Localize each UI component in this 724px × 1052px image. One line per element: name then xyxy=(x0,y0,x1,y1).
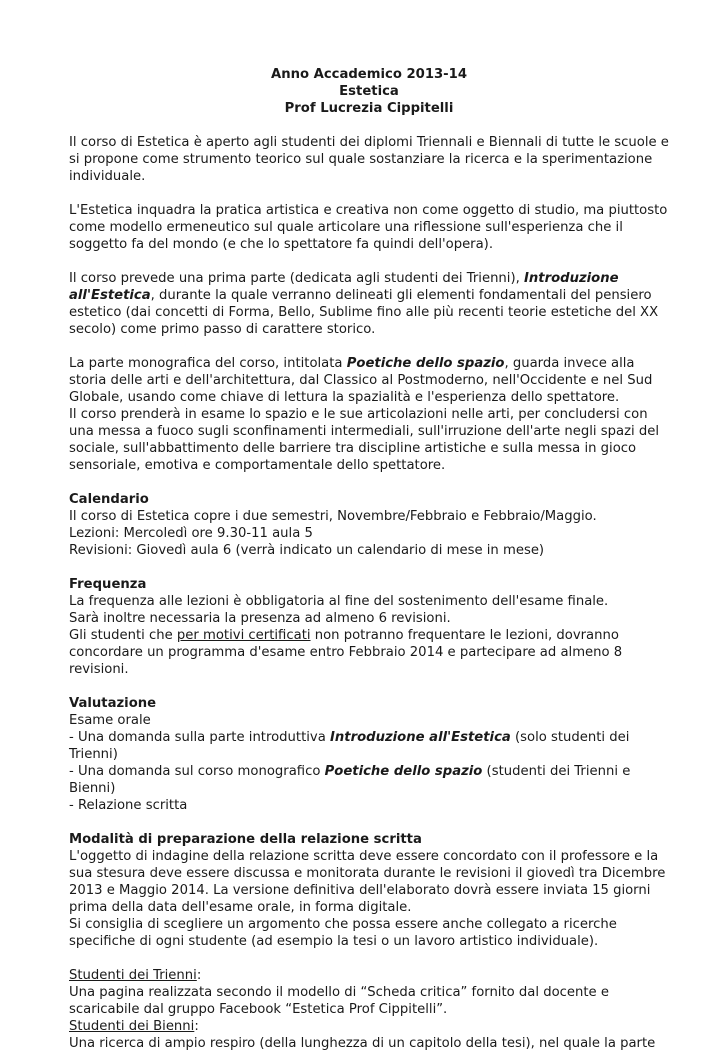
intro-paragraph-4 xyxy=(69,355,669,406)
valutazione-item-1 xyxy=(69,729,669,763)
modalita-paragraph-1: L'oggetto di indagine della relazione scritta deve essere concordato con il professore e la sua stesura deve essere discussa e monitorata durante le revisioni il giovedì tra Dicembre 2013 e Maggio 2014. La versione definitiva dell'elaborato dovrà essere inviata 15 giorni prima della data dell'esame orale, in forma digitale. xyxy=(69,849,666,915)
intro-p4-text-a: La parte monografica del corso, intitolata xyxy=(69,356,347,371)
frequenza-line-3 xyxy=(69,627,669,678)
certified-reasons: per motivi certificati xyxy=(176,628,311,643)
course-title: Estetica xyxy=(339,84,399,99)
item1-course-title: Introduzione all'Estetica xyxy=(330,730,511,745)
document-page xyxy=(69,66,669,1052)
calendario-line-2: Lezioni: Mercoledì ore 9.30-11 aula 5 xyxy=(69,526,313,541)
item1-text-c: (solo studenti dei Trienni) xyxy=(69,730,630,762)
modalita-paragraph-2: Si consiglia di scegliere un argomento che possa essere anche collegato a ricerche specifiche di ogni studente (ad esempio la tesi o un lavoro artistico individuale). xyxy=(69,917,617,949)
frequenza-heading: Frequenza xyxy=(69,577,147,592)
calendario-heading: Calendario xyxy=(69,492,149,507)
item2-text-a: - Una domanda sul corso monografico xyxy=(69,764,325,779)
intro-paragraph-2: L'Estetica inquadra la pratica artistica e creativa non come oggetto di studio, ma piuttosto come modello ermeneutico sul quale articolare una riflessione sull'esperienza che il soggetto fa del mondo (e che lo spettatore fa quindi dell'opera). xyxy=(69,203,668,252)
valutazione-item-3: - Relazione scritta xyxy=(69,798,188,813)
valutazione-item-2 xyxy=(69,763,669,797)
bienni-text: Una ricerca di ampio respiro (della lunghezza di un capitolo della tesi), nel quale la parte xyxy=(69,1036,656,1051)
frequenza-l3-text-c: non potranno frequentare le lezioni, dovranno concordare un programma d'esame entro Febbraio 2014 e partecipare ad almeno 8 revisioni. xyxy=(69,628,623,677)
professor-name: Prof Lucrezia Cippitelli xyxy=(284,101,454,116)
intro-p3-text-a: Il corso prevede una prima parte (dedicata agli studenti dei Trienni), xyxy=(69,271,524,286)
intro-p4-text-c: , guarda invece alla storia delle arti e dell'architettura, dal Classico al Postmoderno, nell'Occidente e nel Sud Globale, usando come chiave di lettura la spazialità e l'esperienza dello spettatore. xyxy=(69,356,653,405)
intro-paragraph-3 xyxy=(69,270,669,338)
trienni-label: Studenti dei Trienni xyxy=(69,968,197,983)
calendario-line-1: Il corso di Estetica copre i due semestri, Novembre/Febbraio e Febbraio/Maggio. xyxy=(69,509,597,524)
intro-p3-text-c: , durante la quale verranno delineati gli elementi fondamentali del pensiero estetico (dai concetti di Forma, Bello, Sublime fino alle più recenti teorie estetiche del XX secolo) come primo passo di carattere storico. xyxy=(69,288,659,337)
monograph-title: Poetiche dello spazio xyxy=(346,356,505,371)
intro-course-title: Introduzione all'Estetica xyxy=(69,271,619,303)
item1-text-a: - Una domanda sulla parte introduttiva xyxy=(69,730,330,745)
bienni-label: Studenti dei Bienni xyxy=(69,1019,195,1034)
intro-paragraph-5: Il corso prenderà in esame lo spazio e le sue articolazioni nelle arti, per concludersi con una messa a fuoco sugli sconfinamenti intermediali, sull'irruzione dell'arte negli spazi del sociale, sull'abbattimento delle barriere tra discipline artistiche e sulla messa in gioco sensoriale, emotiva e comportamentale dello spettatore. xyxy=(69,407,660,473)
frequenza-l3-text-a: Gli studenti che xyxy=(69,628,177,643)
frequenza-line-1: La frequenza alle lezioni è obbligatoria al fine del sostenimento dell'esame finale. xyxy=(69,594,609,609)
frequenza-line-2: Sarà inoltre necessaria la presenza ad almeno 6 revisioni. xyxy=(69,611,451,626)
item2-text-c: (studenti dei Trienni e Bienni) xyxy=(69,764,631,796)
trienni-label-line: Studenti dei Trienni: xyxy=(69,968,202,983)
bienni-label-line: Studenti dei Bienni: xyxy=(69,1019,199,1034)
document-header xyxy=(69,66,669,117)
valutazione-heading: Valutazione xyxy=(69,696,157,711)
intro-paragraph-1: Il corso di Estetica è aperto agli studenti dei diplomi Triennali e Biennali di tutte le scuole e si propone come strumento teorico sul quale sostanziare la ricerca e la sperimentazione individuale. xyxy=(69,135,669,184)
valutazione-oral-exam: Esame orale xyxy=(69,713,151,728)
item2-course-title: Poetiche dello spazio xyxy=(324,764,483,779)
modalita-heading: Modalità di preparazione della relazione scritta xyxy=(69,832,422,847)
calendario-line-3: Revisioni: Giovedì aula 6 (verrà indicato un calendario di mese in mese) xyxy=(69,543,545,558)
academic-year: Anno Accademico 2013-14 xyxy=(270,67,468,82)
trienni-text: Una pagina realizzata secondo il modello di “Scheda critica” fornito dal docente e scaricabile dal gruppo Facebook “Estetica Prof Cippitelli”. xyxy=(69,985,609,1017)
